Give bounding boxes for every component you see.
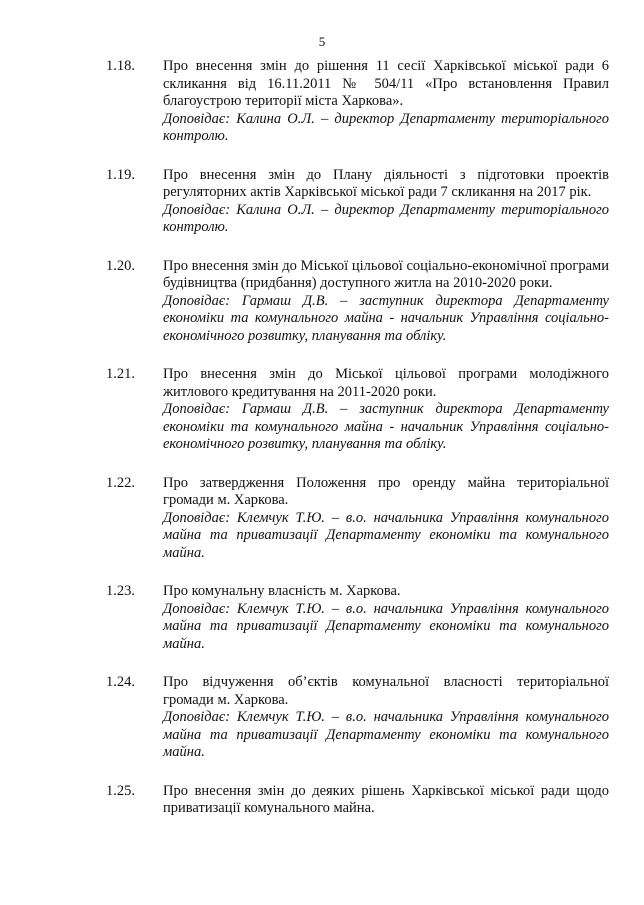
item-body <box>163 258 609 346</box>
item-title: Про внесення змін до рішення 11 сесії Харківської міської ради 6 скликання від 16.11.2011 № 504/11 «Про встановлення Правил благоустрою території міста Харкова». <box>163 58 609 109</box>
item-body <box>163 366 609 454</box>
item-number: 1.18. <box>106 58 135 74</box>
item-title: Про внесення змін до Міської цільової соціально-економічної програми будівництва (придбання) доступного житла на 2010-2020 роки. <box>163 257 609 291</box>
item-body <box>163 583 609 653</box>
item-number: 1.23. <box>106 583 135 599</box>
item-speaker: Доповідає: Гармаш Д.В. – заступник директора Департаменту економіки та комунального майна - начальник Управління соціально-економічного розвитку, планування та обліку. <box>163 292 609 344</box>
agenda-item <box>0 583 644 653</box>
item-title: Про відчуження об’єктів комунальної власності територіальної громади м. Харкова. <box>163 674 609 708</box>
item-speaker: Доповідає: Клемчук Т.Ю. – в.о. начальника Управління комунального майна та приватизації Департаменту економіки та комунального майна. <box>163 709 609 760</box>
item-number: 1.22. <box>106 474 135 491</box>
item-speaker: Доповідає: Клемчук Т.Ю. – в.о. начальника Управління комунального майна та приватизації Департаменту економіки та комунального майна. <box>163 600 609 652</box>
agenda-item <box>0 366 644 454</box>
item-speaker: Доповідає: Калина О.Л. – директор Департаменту територіального контролю. <box>163 110 609 144</box>
item-number: 1.19. <box>106 166 135 183</box>
item-title: Про комунальну власність м. Харкова. <box>163 583 401 599</box>
item-title: Про затвердження Положення про оренду майна територіальної громади м. Харкова. <box>163 474 609 508</box>
agenda-item <box>0 783 644 818</box>
agenda-list <box>0 58 644 839</box>
item-title: Про внесення змін до деяких рішень Харківської міської ради щодо приватизації комунального майна. <box>163 782 609 816</box>
item-number: 1.20. <box>106 257 135 274</box>
agenda-item <box>0 475 644 563</box>
agenda-item <box>0 58 644 146</box>
page-number: 5 <box>318 34 326 49</box>
item-number: 1.24. <box>106 674 135 690</box>
item-title: Про внесення змін до Міської цільової програми молодіжного житлового кредитування на 2011-2020 роки. <box>163 366 609 400</box>
item-number: 1.21. <box>106 366 135 382</box>
item-body <box>163 783 609 818</box>
agenda-item <box>0 674 644 762</box>
item-speaker: Доповідає: Гармаш Д.В. – заступник директора Департаменту економіки та комунального майна - начальник Управління соціально-економічного розвитку, планування та обліку. <box>163 401 609 452</box>
item-speaker: Доповідає: Калина О.Л. – директор Департаменту територіального контролю. <box>163 201 609 235</box>
agenda-item <box>0 258 644 346</box>
agenda-item <box>0 167 644 237</box>
item-body <box>163 167 609 237</box>
item-body <box>163 674 609 762</box>
item-body <box>163 58 609 146</box>
item-body <box>163 475 609 563</box>
item-speaker: Доповідає: Клемчук Т.Ю. – в.о. начальника Управління комунального майна та приватизації Департаменту економіки та комунального майна. <box>163 509 609 561</box>
item-title: Про внесення змін до Плану діяльності з підготовки проектів регуляторних актів Харківської міської ради 7 скликання на 2017 рік. <box>163 166 609 200</box>
item-number: 1.25. <box>106 782 135 799</box>
